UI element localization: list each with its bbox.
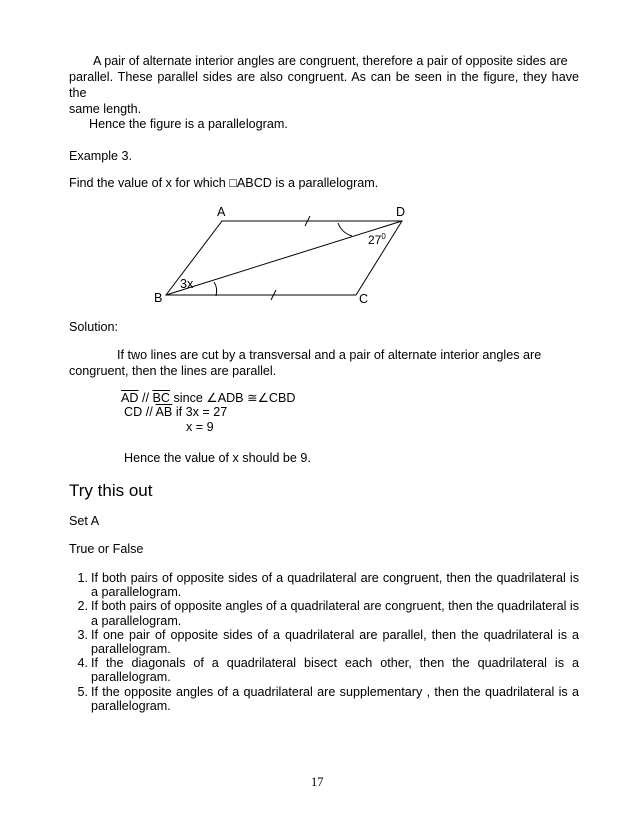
- solution-line-2: congruent, then the lines are parallel.: [69, 364, 277, 378]
- list-item-text: If both pairs of opposite sides of a quadrilateral are congruent, then the quadrilateral is a parallelogram.: [91, 571, 579, 600]
- parallel-symbol-1: //: [138, 391, 153, 405]
- vertex-label-a: A: [217, 205, 226, 219]
- diagonal-bd: [166, 221, 402, 295]
- angle-arc-b: [214, 282, 217, 296]
- solution-line-1: If two lines are cut by a transversal and a pair of alternate interior angles are: [117, 348, 542, 362]
- equation-1-rest: since ∠ADB ≅∠CBD: [170, 391, 296, 405]
- list-item-text: If the diagonals of a quadrilateral bisect each other, then the quadrilateral is a parallelogram.: [91, 656, 579, 685]
- intro-line-2: parallel. These parallel sides are also congruent. As can be seen in the figure, they have the: [69, 70, 579, 100]
- angle-label-b: 3x: [180, 277, 194, 291]
- true-false-list: [69, 571, 579, 713]
- segment-cd: CD: [124, 405, 143, 419]
- equation-2-rest: if 3x = 27: [172, 405, 228, 419]
- example-question: Find the value of x for which □ABCD is a parallelogram.: [69, 176, 379, 190]
- equation-line-2: [124, 405, 227, 419]
- list-item: [69, 656, 579, 684]
- section-heading: Try this out: [69, 481, 153, 500]
- parallelogram-figure: [140, 200, 430, 310]
- example-title: Example 3.: [69, 149, 132, 163]
- list-item: [69, 628, 579, 656]
- vertex-label-b: B: [154, 291, 163, 305]
- list-item-text: If the opposite angles of a quadrilateral are supplementary , then the quadrilateral is a parallelogram.: [91, 684, 579, 713]
- angle-label-d: [368, 232, 386, 247]
- segment-ab: $\overline{AB}$: [155, 405, 173, 419]
- angle-label-d-value: 27: [368, 233, 382, 247]
- equation-line-3: x = 9: [186, 420, 214, 434]
- page-number: 17: [311, 775, 324, 789]
- intro-line-1: A pair of alternate interior angles are congruent, therefore a pair of opposite sides are: [93, 54, 568, 68]
- solution-conclusion: Hence the value of x should be 9.: [124, 451, 311, 465]
- segment-ad: $\overline{AD}$: [121, 391, 139, 405]
- list-item: [69, 599, 579, 627]
- list-item-text: If one pair of opposite sides of a quadrilateral are parallel, then the quadrilateral is a parallelogram.: [91, 627, 579, 657]
- vertex-label-c: C: [359, 292, 369, 306]
- angle-arc-d: [338, 223, 352, 236]
- set-label: Set A: [69, 514, 100, 528]
- list-item-text: If both pairs of opposite angles of a quadrilateral are congruent, then the quadrilateral is a parallelogram.: [91, 599, 579, 628]
- solution-paragraph: [69, 347, 579, 379]
- list-item-number: 5.: [77, 684, 88, 699]
- equation-line-1: [121, 390, 296, 405]
- intro-line-3: same length.: [69, 102, 142, 116]
- vertex-label-d: D: [396, 205, 406, 219]
- list-item-number: 1.: [77, 571, 88, 585]
- instruction-label: True or False: [69, 542, 144, 556]
- angle-label-d-degree: 0: [381, 232, 386, 241]
- intro-paragraph: [69, 53, 579, 117]
- parallel-symbol-2: //: [142, 405, 156, 419]
- intro-conclusion: Hence the figure is a parallelogram.: [89, 117, 288, 131]
- list-item-number: 2.: [77, 599, 88, 614]
- list-item-number: 3.: [77, 627, 88, 642]
- segment-bc: $\overline{BC}$: [152, 391, 170, 405]
- list-item-number: 4.: [77, 656, 88, 671]
- list-item: [69, 685, 579, 713]
- list-item: [69, 571, 579, 599]
- solution-title: Solution:: [69, 320, 119, 334]
